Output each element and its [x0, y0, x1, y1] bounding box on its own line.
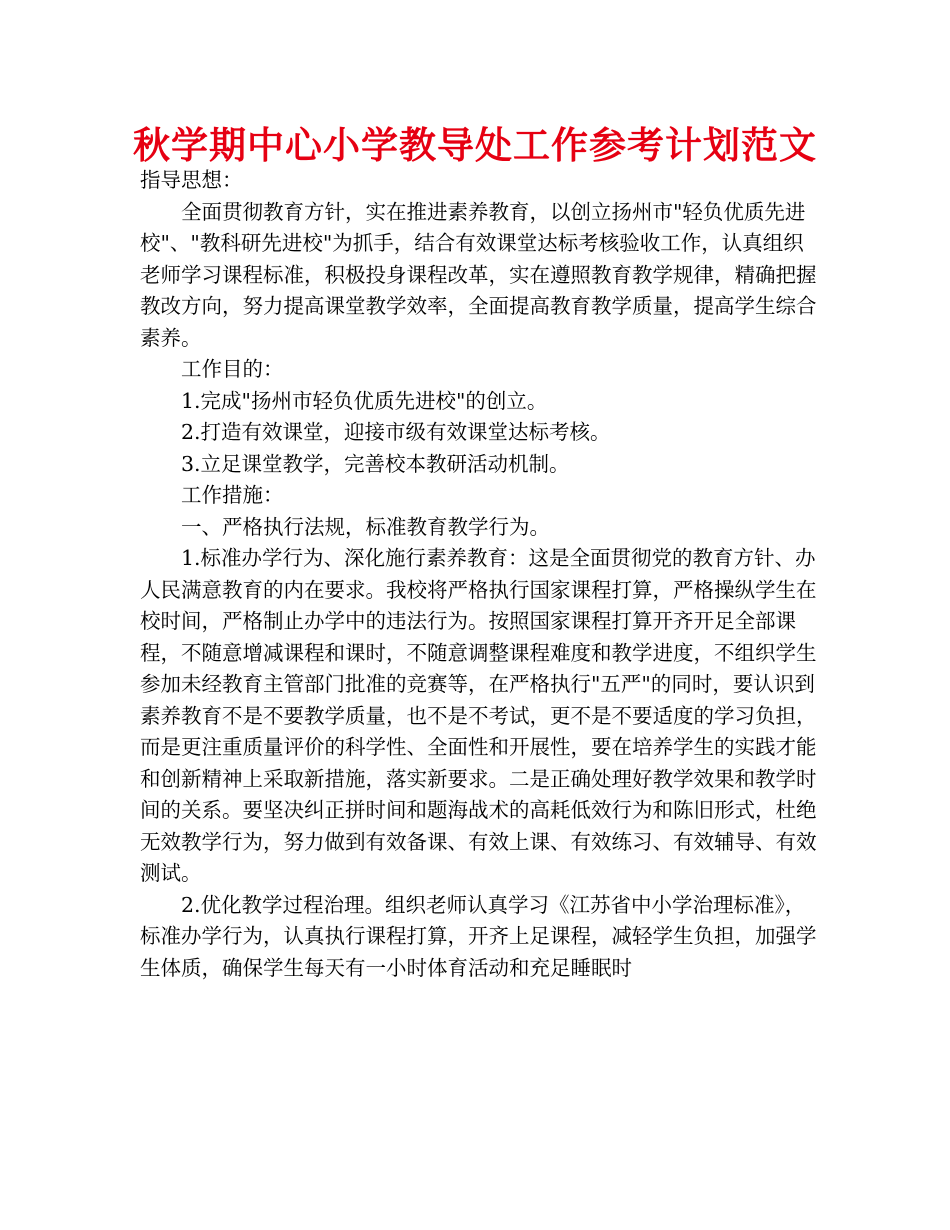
- paragraph-measure-2: 2.优化教学过程治理。组织老师认真学习《江苏省中小学治理标准》，标准办学行为，认真执行课程打算，开齐上足课程，减轻学生负担，加强学生体质，确保学生每天有一小时体育活动和充足睡眠时: [140, 892, 817, 980]
- document-title: 秋学期中心小学教导处工作参考计划范文: [133, 124, 817, 167]
- paragraph-goal-2: 2.打造有效课堂，迎接市级有效课堂达标考核。: [181, 420, 611, 444]
- paragraph-section-1-heading: 一、严格执行法规，标准教育教学行为。: [181, 514, 550, 539]
- paragraph-measures-heading: 工作措施：: [181, 483, 284, 507]
- paragraph-goal-3: 3.立足课堂教学，完善校本教研活动机制。: [181, 451, 570, 476]
- paragraph-goal-1: 1.完成"扬州市轻负优质先进校"的创立。: [181, 388, 548, 413]
- paragraph-guiding-heading: 指导思想：: [140, 168, 243, 192]
- document-body: [140, 165, 820, 984]
- paragraph-goals-heading: 工作目的：: [181, 357, 284, 381]
- paragraph-guiding-thought: 全面贯彻教育方针，实在推进素养教育，以创立扬州市"轻负优质先进校"、"教科研先进校"为抓手，结合有效课堂达标考核验收工作，认真组织老师学习课程标准，积极投身课程改革，实在遵照教育教学规律，精确把握教改方向，努力提高课堂教学效率，全面提高教育教学质量，提高学生综合素养。: [140, 199, 817, 350]
- paragraph-measure-1: 1.标准办学行为、深化施行素养教育：这是全面贯彻党的教育方针、办人民满意教育的内在要求。我校将严格执行国家课程打算，严格操纵学生在校时间，严格制止办学中的违法行为。按照国家课程打算开齐开足全部课程，不随意增减课程和课时，不随意调整课程难度和教学进度，不组织学生参加未经教育主管部门批准的竞赛等，在严格执行"五严"的同时，要认识到素养教育不是不要教学质量，也不是不考试，更不是不要适度的学习负担，而是更注重质量评价的科学性、全面性和开展性，要在培养学生的实践才能和创新精神上采取新措施，落实新要求。二是正确处理好教学效果和教学时间的关系。要坚决纠正拼时间和题海战术的高耗低效行为和陈旧形式，杜绝无效教学行为，努力做到有效备课、有效上课、有效练习、有效辅导、有效测试。: [140, 546, 817, 885]
